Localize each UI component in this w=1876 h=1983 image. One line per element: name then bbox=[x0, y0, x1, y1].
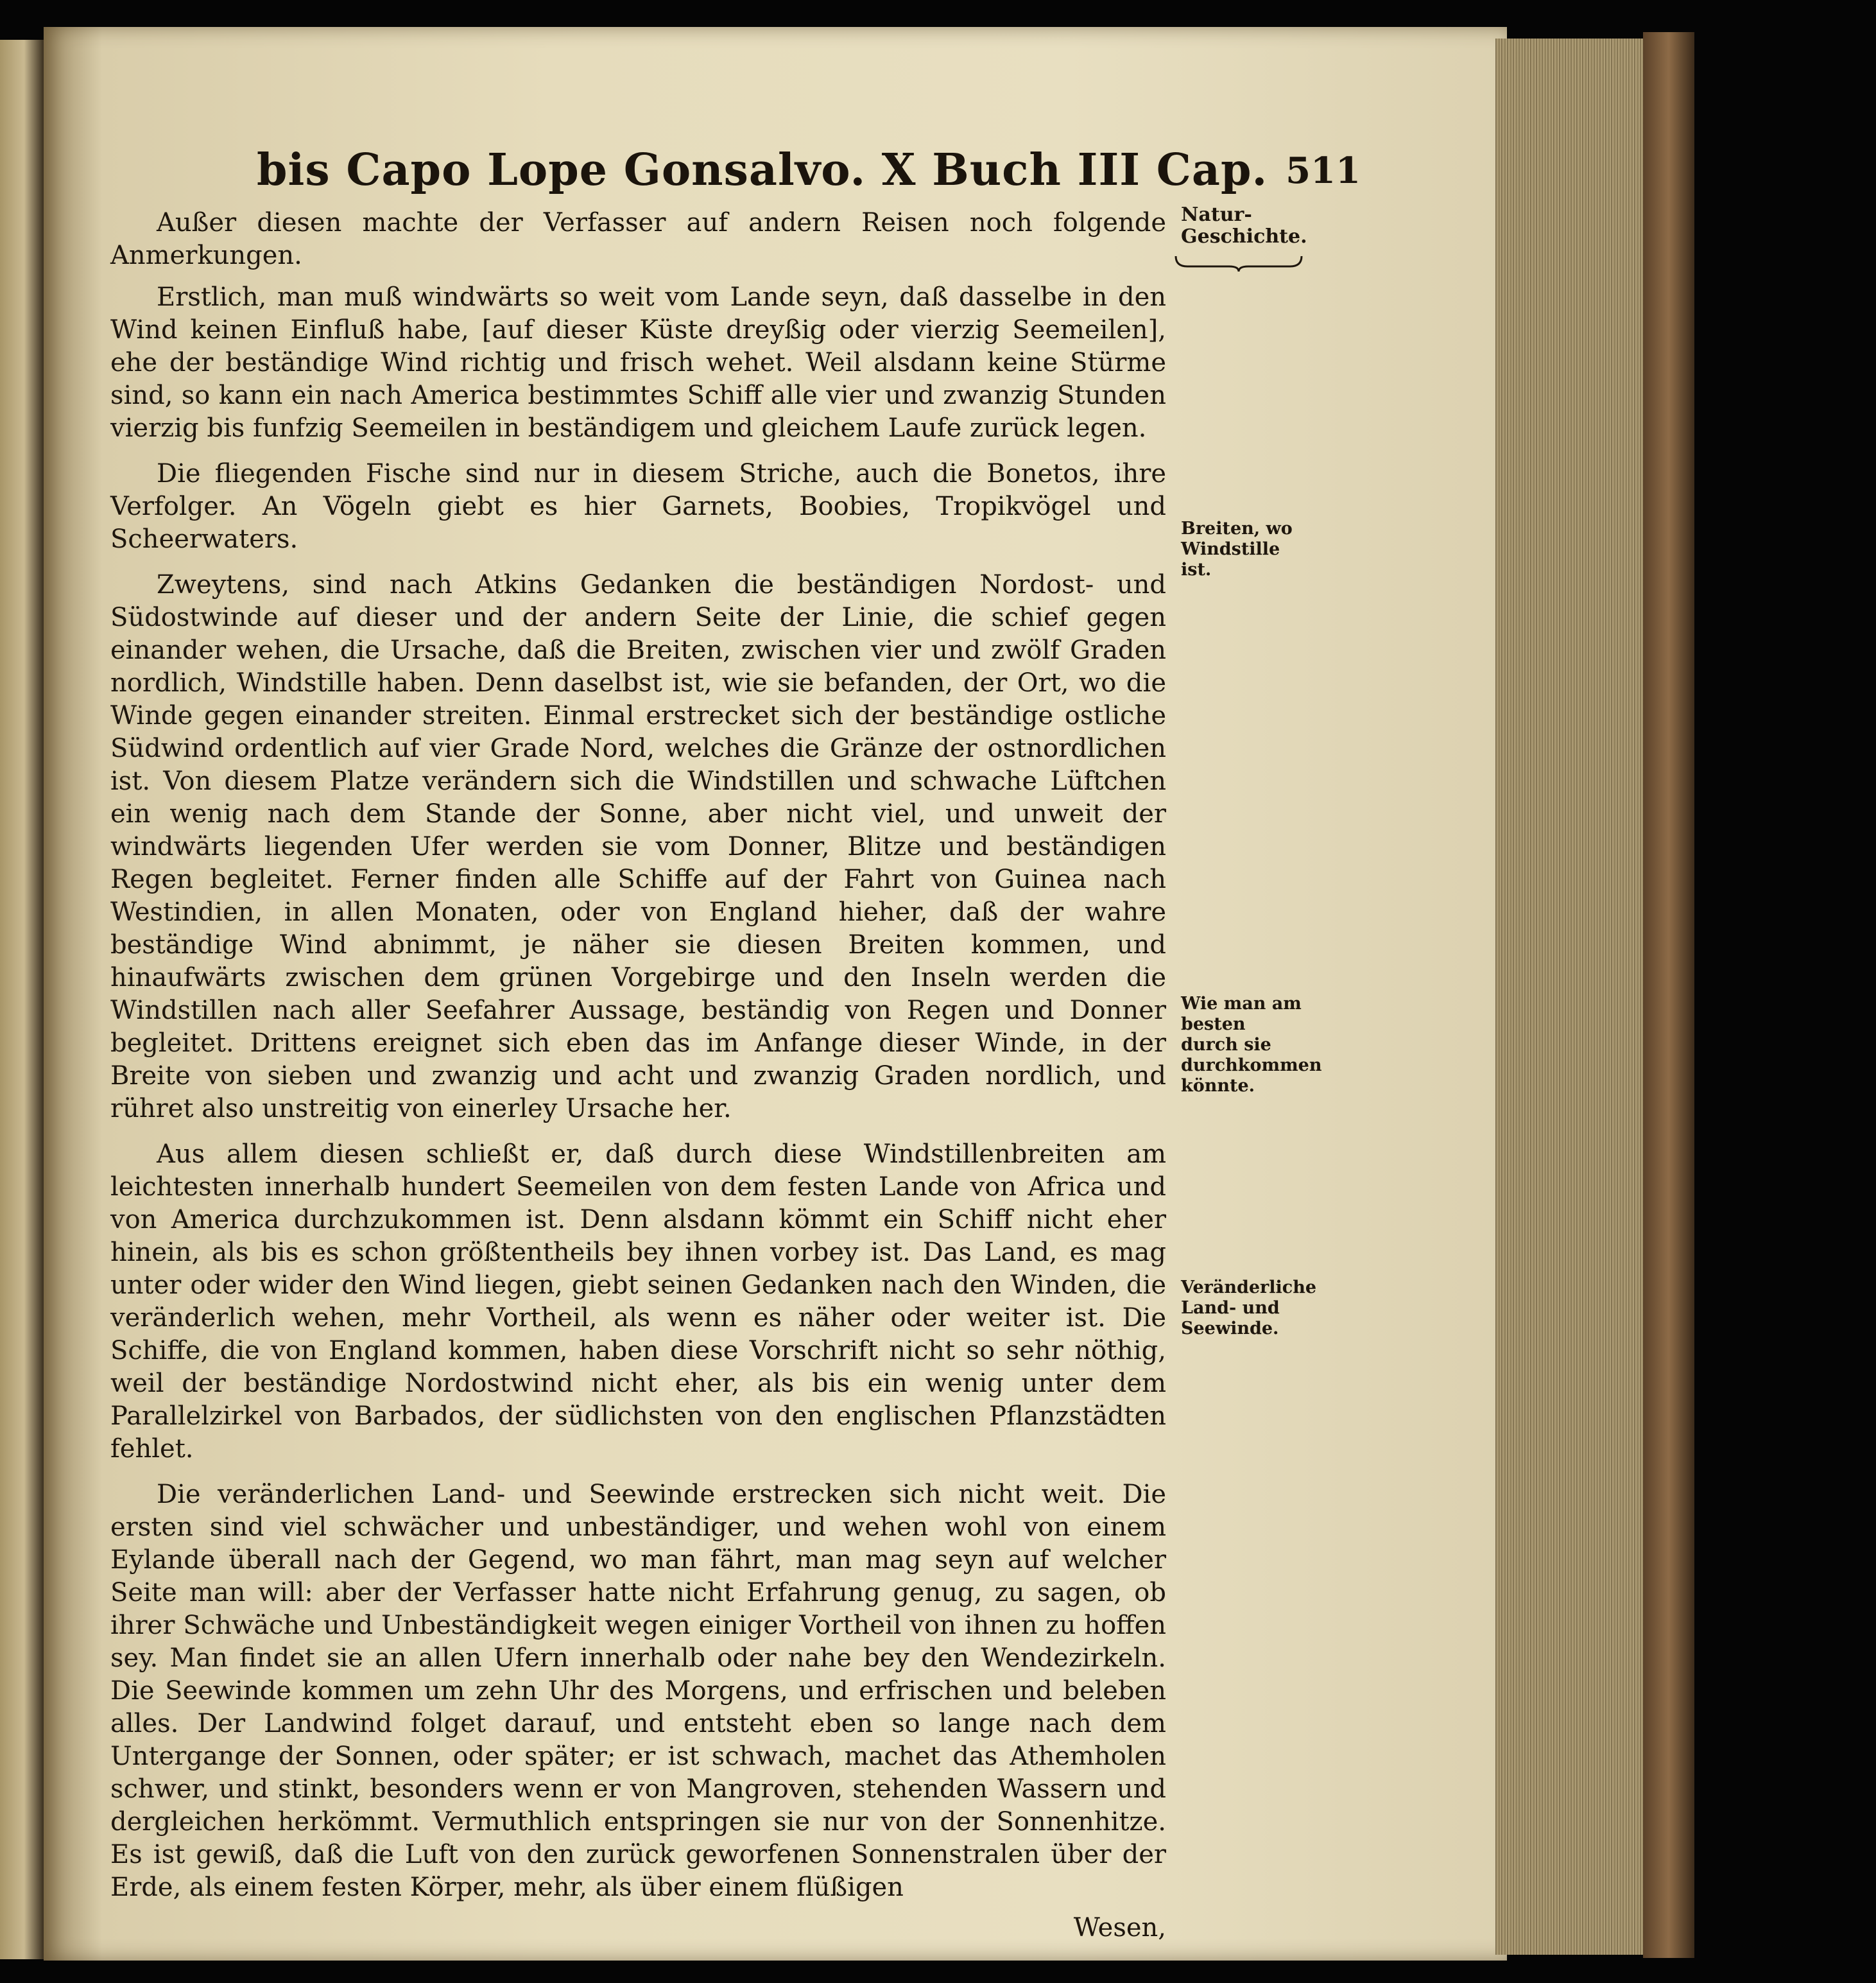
running-header bbox=[257, 144, 1361, 202]
margin-note-natural-history: Natur-Geschichte. bbox=[1181, 203, 1307, 248]
paragraph: Außer diesen machte der Verfasser auf andern Reisen noch folgende Anmerkungen. bbox=[110, 208, 1166, 270]
paragraph: Die fliegenden Fische sind nur in diesem Striche, auch die Bonetos, ihre Verfolger. An Vögeln giebt es hier Garnets, Boobies, Tropikvögel und Scheerwaters. bbox=[110, 459, 1166, 554]
body-text bbox=[110, 207, 1166, 1944]
paragraph: Erstlich, man muß windwärts so weit vom Lande seyn, daß dasselbe in den Wind keinen Einfluß habe, [auf dieser Küste dreyßig oder vierzig Seemeilen], ehe der beständige Wind richtig und frisch wehet. Weil alsdann keine Stürme sind, so kann ein nach America bestimmtes Schiff alle vier und zwanzig Stunden vierzig bis funfzig Seemeilen in beständigem und gleichem Laufe zurück legen. bbox=[110, 282, 1166, 443]
paragraph: Zweytens, sind nach Atkins Gedanken die beständigen Nordost- und Südostwinde auf dieser und der andern Seite der Linie, die schief gegen einander wehen, die Ursache, daß die Breiten, zwischen vier und zwölf Graden nordlich, Windstille haben. Denn daselbst ist, wie sie befanden, der Ort, wo die Winde gegen einander streiten. Einmal erstrecket sich der beständige ostliche Südwind ordentlich auf vier Grade Nord, welches die Gränze der ostnordlichen ist. Von diesem Platze verändern sich die Windstillen und schwache Lüftchen ein wenig nach dem Stande der Sonne, aber nicht viel, und unweit der windwärts liegenden Ufer werden sie vom Donner, Blitze und beständigen Regen begleitet. Ferner finden alle Schiffe auf der Fahrt von Guinea nach Westindien, in allen Monaten, oder von England hieher, daß der wahre beständige Wind abnimmt, je näher sie diesen Breiten kommen, und hinaufwärts zwischen dem grünen Vorgebirge und den Inseln werden die Windstillen nach aller Seefahrer Aussage, beständig von Regen und Donner begleitet. Drittens ereignet sich eben das im Anfange dieser Winde, in der Breite von sieben und zwanzig und acht und zwanzig Graden nordlich, und rühret also unstreitig von einerley Ursache her. bbox=[110, 570, 1166, 1123]
brace-ornament bbox=[1175, 254, 1303, 273]
paragraph: Aus allem diesen schließt er, daß durch diese Windstillenbreiten am leichtesten innerhalb hundert Seemeilen von dem festen Lande von Africa und von America durchzukommen ist. Denn alsdann kömmt ein Schiff nicht eher hinein, als bis es schon größtentheils bey ihnen vorbey ist. Das Land, es mag unter oder wider den Wind liegen, giebt seinen Gedanken nach den Winden, die veränderlich wehen, mehr Vortheil, als wenn es näher oder weiter ist. Die Schiffe, die von England kommen, haben diese Vorschrift nicht so sehr nöthig, weil der beständige Nordostwind nicht eher, als bis ein wenig unter dem Parallelzirkel von Barbados, der südlichsten von den englischen Pflanzstädten fehlet. bbox=[110, 1139, 1166, 1464]
margin-note-calm-latitudes: Breiten, wo Windstille ist. bbox=[1181, 519, 1293, 580]
running-title: bis Capo Lope Gonsalvo. X Buch III Cap. bbox=[257, 144, 1268, 196]
paragraph: Die veränderlichen Land- und Seewinde erstrecken sich nicht weit. Die ersten sind viel schwächer und unbeständiger, und wehen wohl von einem Eylande überall nach der Gegend, wo man fährt, man mag seyn auf welcher Seite man will: aber der Verfasser hatte nicht Erfahrung genug, zu sagen, ob ihrer Schwäche und Unbeständigkeit wegen einiger Vortheil von ihnen zu hoffen sey. Man findet sie an allen Ufern innerhalb oder nahe bey den Wendezirkeln. Die Seewinde kommen um zehn Uhr des Morgens, und erfrischen und beleben alles. Der Landwind folget darauf, und entsteht eben so lange nach dem Untergange der Sonnen, oder später; er ist schwach, machet das Athemholen schwer, und stinkt, besonders wenn er von Mangroven, stehenden Wassern und dergleichen herkömmt. Vermuthlich entspringen sie nur von der Sonnenhitze. Es ist gewiß, daß die Luft von den zurück geworfenen Sonnenstralen über der Erde, als einem festen Körper, mehr, als über einem flüßigen bbox=[110, 1480, 1166, 1902]
margin-note-land-sea-winds: Veränderliche Land- und Seewinde. bbox=[1181, 1277, 1317, 1338]
book-cover bbox=[1643, 32, 1694, 1958]
facing-page-edge bbox=[0, 40, 44, 1959]
catchword: Wesen, bbox=[1073, 1913, 1166, 1943]
page-edges bbox=[1495, 39, 1649, 1955]
margin-note-best-crossing: Wie man am besten durch sie durchkommen könnte. bbox=[1181, 994, 1322, 1096]
page-number: 511 bbox=[1286, 150, 1361, 192]
